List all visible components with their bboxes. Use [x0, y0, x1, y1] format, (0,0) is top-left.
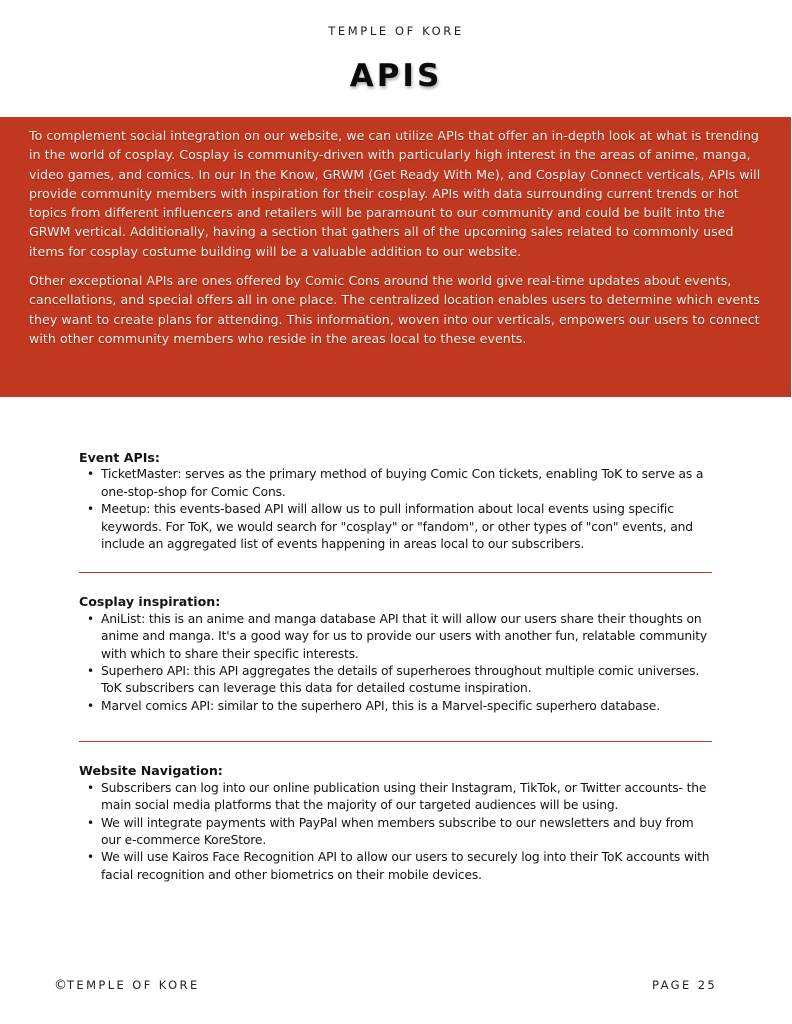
list-item: • Marvel comics API: similar to the superhero API, this is a Marvel-specific superhero database.: [79, 698, 712, 715]
list-item: • We will use Kairos Face Recognition API to allow our users to securely log into their ToK accounts with facial recognition and other biometrics on their mobile devices.: [79, 849, 712, 884]
intro-paragraph: To complement social integration on our website, we can utilize APIs that offer an in-depth look at what is trending in the world of cosplay. Cosplay is community-driven with particularly high interest in the areas of anime, manga, video games, and comics. In our In the Know, GRWM (Get Ready With Me), and Cosplay Connect verticals, APIs will provide community members with inspiration for their cosplay. APIs with data surrounding current trends or hot topics from different influencers and retailers will be paramount to our community and could be built into the GRWM vertical. Additionally, having a section that gathers all of the upcoming sales related to commonly used items for cosplay costume building will be a valuable addition to our website.: [29, 128, 761, 259]
api-sections: [79, 449, 712, 884]
section-heading: Event APIs:: [79, 450, 160, 465]
section-cosplay-inspiration: [79, 593, 712, 715]
list-item: • Subscribers can log into our online publication using their Instagram, TikTok, or Twitter accounts- the main social media platforms that the majority of our targeted audiences will be using.: [79, 780, 712, 815]
running-header: TEMPLE OF KORE: [328, 24, 464, 38]
list-item: • TicketMaster: serves as the primary method of buying Comic Con tickets, enabling ToK to serve as a one-stop-shop for Comic Cons.: [79, 466, 712, 501]
bullet-list: [79, 466, 712, 553]
bullet-list: [79, 611, 712, 715]
list-item: • Superhero API: this API aggregates the details of superheroes throughout multiple comic universes. ToK subscribers can leverage this data for detailed costume inspiration.: [79, 663, 712, 698]
section-divider: [79, 741, 712, 742]
list-item: • AniList: this is an anime and manga database API that it will allow our users share their thoughts on anime and manga. It's a good way for us to provide our users with another fun, relatable community with which to share their specific interests.: [79, 611, 712, 663]
section-heading: Cosplay inspiration:: [79, 594, 221, 610]
copyright-icon: ©: [54, 978, 67, 993]
intro-paragraph: Other exceptional APIs are ones offered by Comic Cons around the world give real-time updates about events, cancellations, and special offers all in one place. The centralized location enables users to determine which events they want to create plans for attending. This information, woven into our verticals, empowers our users to connect with other community members who reside in the areas local to these events.: [29, 273, 760, 346]
intro-band: [0, 117, 791, 397]
list-item: • We will integrate payments with PayPal when members subscribe to our newsletters and buy from our e-commerce KoreStore.: [79, 815, 712, 850]
section-website-navigation: [79, 762, 712, 884]
page-number: PAGE 25: [652, 978, 718, 992]
section-heading: Website Navigation:: [79, 763, 223, 779]
page-title: APIS: [349, 58, 443, 94]
section-divider: [79, 572, 712, 573]
list-item: • Meetup: this events-based API will allow us to pull information about local events using specific keywords. For ToK, we would search for "cosplay" or "fandom", or other types of "con" events, and include an aggregated list of events happening in areas local to our subscribers.: [79, 501, 712, 553]
bullet-list: [79, 780, 712, 884]
footer-brand: [54, 978, 200, 993]
section-event-apis: [79, 449, 712, 553]
footer-brand-text: TEMPLE OF KORE: [67, 978, 200, 992]
